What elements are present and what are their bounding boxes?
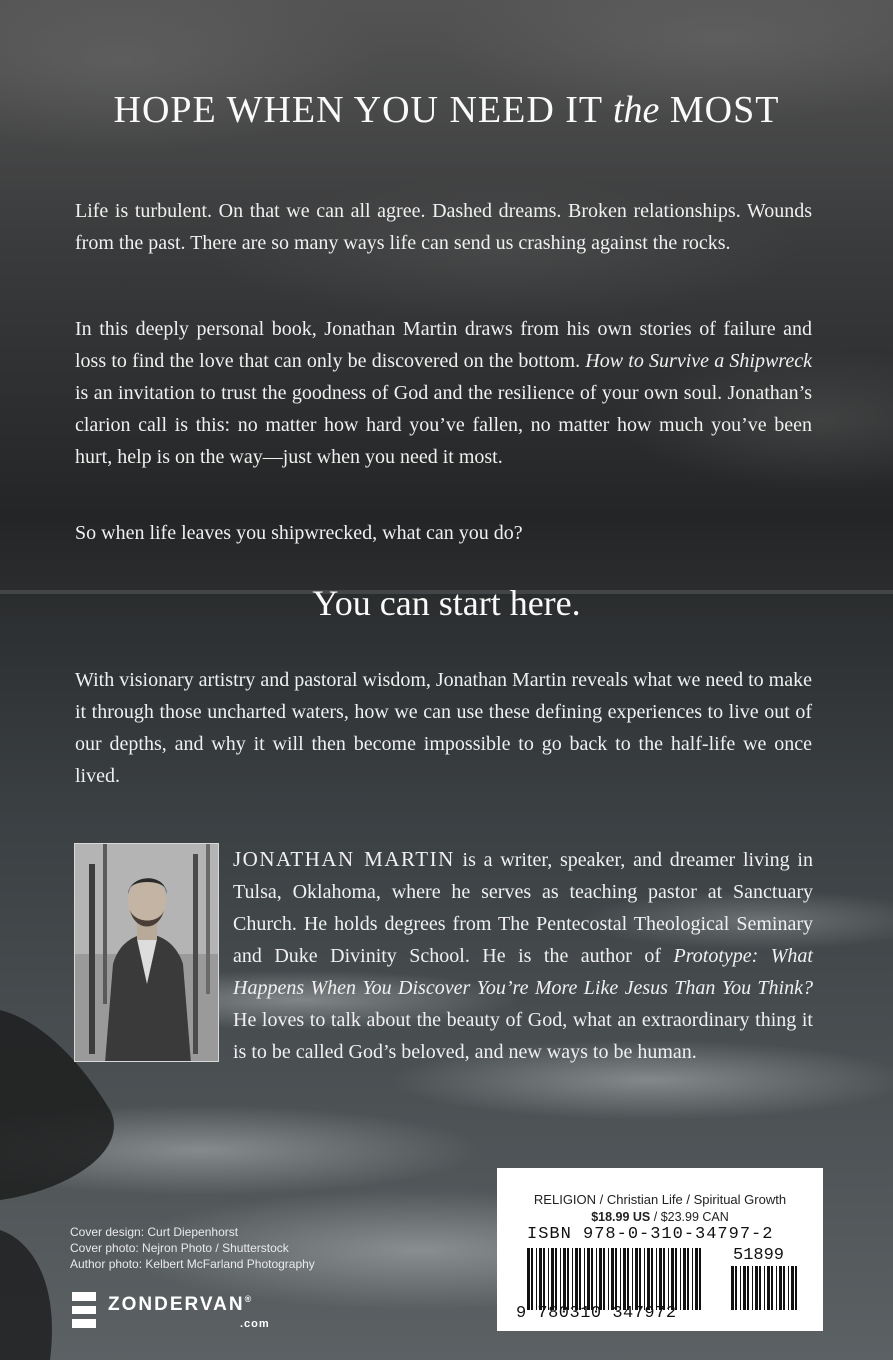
- barcode-bar: [680, 1248, 681, 1310]
- barcode-bar: [699, 1248, 701, 1310]
- barcode-bar: [615, 1248, 617, 1310]
- barcode-bar: [555, 1248, 557, 1310]
- author-name: JONATHAN MARTIN: [233, 847, 455, 871]
- barcode-bar: [531, 1248, 533, 1310]
- publisher-logo: [70, 1286, 310, 1336]
- barcode-bar: [692, 1248, 693, 1310]
- barcode-bar: [579, 1248, 581, 1310]
- barcode-bar: [752, 1266, 753, 1310]
- barcode-bar: [572, 1248, 573, 1310]
- barcode-bar: [731, 1266, 734, 1310]
- paragraph-closing: With visionary artistry and pastoral wisdom, Jonathan Martin reveals what we need to make it through those uncharted waters, how we can use these defining experiences to live out of our depths, and why it will then become impossible to go back to the half-life we once lived.: [75, 669, 812, 787]
- headline-pre: HOPE WHEN YOU NEED IT: [113, 89, 613, 131]
- barcode-bar: [608, 1248, 609, 1310]
- barcode-bar: [747, 1266, 749, 1310]
- barcode-bar: [560, 1248, 561, 1310]
- barcode-bar: [639, 1248, 641, 1310]
- barcode-bar: [527, 1248, 530, 1310]
- question-line: So when life leaves you shipwrecked, what can you do?: [75, 522, 523, 544]
- barcode-bar: [536, 1248, 537, 1310]
- barcode-bar: [620, 1248, 621, 1310]
- barcode-bar: [695, 1248, 698, 1310]
- barcode-bar: [644, 1248, 645, 1310]
- author-book-title: Prototype: What Happens When You Discover You’re More Like Jesus Than You Think?: [233, 945, 813, 999]
- barcode-bar: [543, 1248, 545, 1310]
- barcode-bar: [740, 1266, 741, 1310]
- barcode-bar: [656, 1248, 657, 1310]
- barcode-bar: [651, 1248, 653, 1310]
- barcode-bar: [591, 1248, 593, 1310]
- barcode-bar: [563, 1248, 566, 1310]
- barcode-bar: [743, 1266, 746, 1310]
- addon-digits: 51899: [733, 1246, 785, 1265]
- barcode-box: [497, 1168, 823, 1331]
- price-us: $18.99 US: [591, 1210, 651, 1224]
- credit-cover-design: Cover design: Curt Diepenhorst: [70, 1225, 239, 1239]
- barcode-bar: [683, 1248, 686, 1310]
- author-photo-illustration: [75, 844, 219, 1062]
- book-title: How to Survive a Shipwreck: [585, 350, 812, 372]
- barcode-bar: [611, 1248, 614, 1310]
- barcode-bar: [632, 1248, 633, 1310]
- barcode-bar: [795, 1266, 797, 1310]
- barcode-bar: [735, 1266, 737, 1310]
- barcode-bar: [603, 1248, 605, 1310]
- barcode-bar: [759, 1266, 761, 1310]
- isbn-text: ISBN 978-0-310-34797-2: [527, 1225, 774, 1244]
- publisher-name-text: ZONDERVAN: [108, 1294, 245, 1315]
- barcode-bar: [539, 1248, 542, 1310]
- barcode-bar: [788, 1266, 789, 1310]
- barcode-bar: [659, 1248, 662, 1310]
- bisac-category: RELIGION / Christian Life / Spiritual Growth: [533, 1192, 787, 1207]
- barcode-bar: [627, 1248, 629, 1310]
- barcode-bar: [647, 1248, 650, 1310]
- barcode-bar: [764, 1266, 765, 1310]
- registered-mark: ®: [244, 1294, 254, 1304]
- start-here-heading: You can start here.: [312, 583, 581, 623]
- barcode-bar: [587, 1248, 590, 1310]
- paragraph-description-text-end: is an invitation to trust the goodness of God and the resilience of your own soul. Jonathan’s clarion call is this: no matter how hard you’ve fallen, no matter how much you’ve been hurt, help is on the way—just when you need it most.: [75, 382, 812, 468]
- publisher-name: [108, 1294, 253, 1316]
- barcode-bar: [755, 1266, 758, 1310]
- barcode-bar: [687, 1248, 689, 1310]
- barcode-bar: [599, 1248, 602, 1310]
- barcode-bar: [771, 1266, 773, 1310]
- barcode-bar: [791, 1266, 794, 1310]
- barcode-bar: [663, 1248, 665, 1310]
- barcode-bar: [635, 1248, 638, 1310]
- barcode-bar: [575, 1248, 578, 1310]
- barcode-bar: [551, 1248, 554, 1310]
- barcode-bar: [567, 1248, 569, 1310]
- credit-author-photo: Author photo: Kelbert McFarland Photography: [70, 1257, 315, 1271]
- author-bio: [233, 843, 813, 1068]
- headline-post: MOST: [659, 89, 780, 131]
- credits: [70, 1224, 315, 1272]
- zondervan-mark-icon: [70, 1290, 98, 1330]
- barcode-bar: [776, 1266, 777, 1310]
- headline: [0, 88, 893, 132]
- barcode-bar: [675, 1248, 677, 1310]
- publisher-domain: .com: [240, 1318, 270, 1330]
- author-bio-text-end: He loves to talk about the beauty of God, what an extraordinary thing it is to be called God’s beloved, and new ways to be human.: [233, 1009, 813, 1063]
- author-photo: [74, 843, 219, 1062]
- paragraph-description: [75, 313, 812, 473]
- price-can: / $23.99 CAN: [650, 1210, 729, 1224]
- credit-cover-photo: Cover photo: Nejron Photo / Shutterstock: [70, 1241, 289, 1255]
- headline-italic: the: [612, 89, 660, 131]
- barcode-bar: [779, 1266, 782, 1310]
- barcode-bar: [668, 1248, 669, 1310]
- ean-digits: 9 780310 347972: [516, 1304, 677, 1323]
- barcode-bar: [623, 1248, 626, 1310]
- barcode-bar: [596, 1248, 597, 1310]
- author-bio-text: is a writer, speaker, and dreamer living in Tulsa, Oklahoma, where he serves as teaching pastor at Sanctuary Church. He holds degrees from The Pentecostal Theological Seminary and Duke Divinity School. He is the author of: [233, 849, 813, 967]
- paragraph-description-text: In this deeply personal book, Jonathan Martin draws from his own stories of failure and loss to find the love that can only be discovered on the bottom.: [75, 318, 812, 372]
- paragraph-intro: Life is turbulent. On that we can all agree. Dashed dreams. Broken relationships. Wounds from the past. There are so many ways life can send us crashing against the rocks.: [75, 200, 812, 254]
- barcode-bar: [584, 1248, 585, 1310]
- barcode-bar: [548, 1248, 549, 1310]
- barcode-bar: [783, 1266, 785, 1310]
- barcode-bar: [767, 1266, 770, 1310]
- barcode-bar: [671, 1248, 674, 1310]
